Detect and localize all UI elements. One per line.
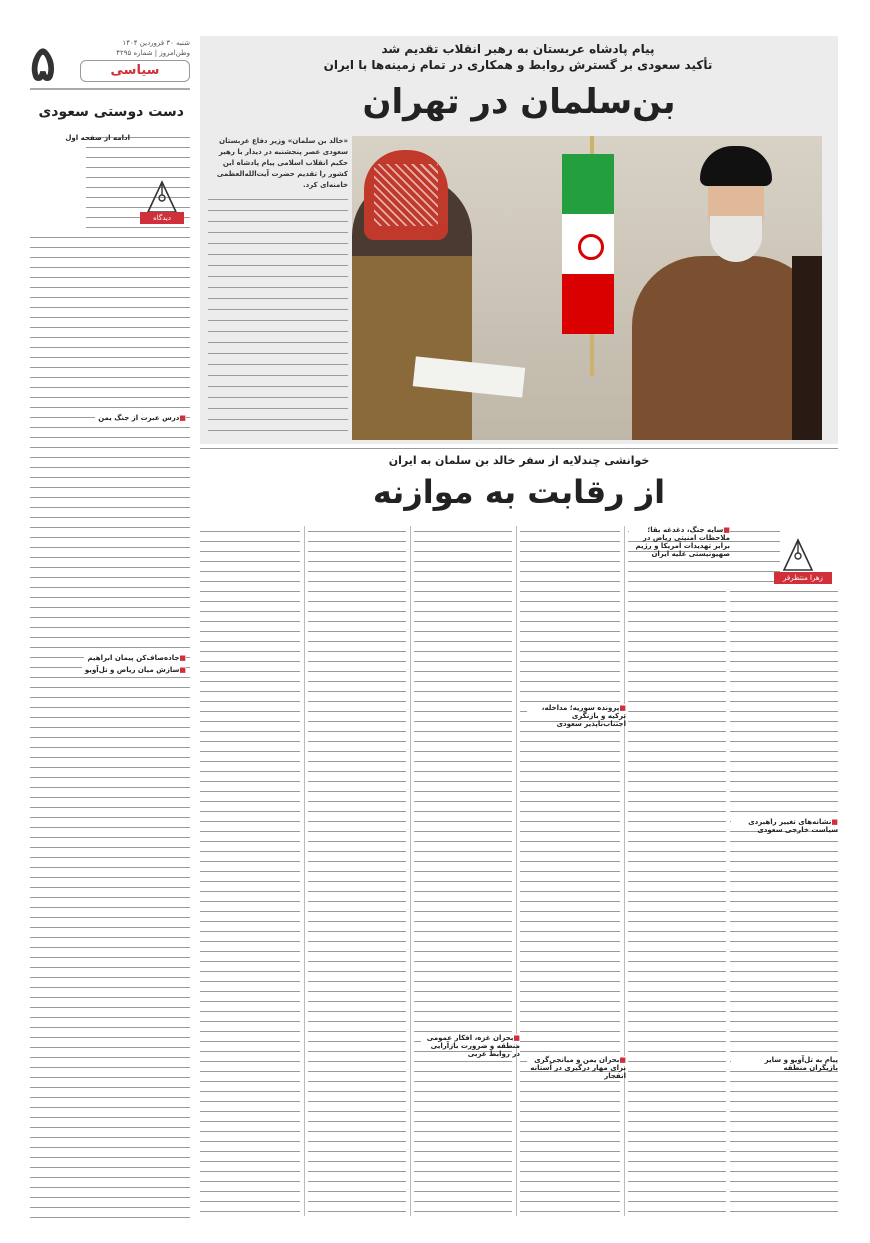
article-column-2 <box>628 526 726 1216</box>
host-figure <box>612 146 822 440</box>
second-headline: از رقابت به موازنه <box>372 473 666 511</box>
column-separator <box>516 526 517 1216</box>
subhead-strategic-shift: ■ نشانه‌های تغییر راهبردی سیاست خارجی سعودی <box>731 818 838 828</box>
masthead-info <box>116 38 190 58</box>
opinion-tag: دیدگاه <box>140 212 184 224</box>
pen-nib-icon <box>140 168 186 218</box>
issue-number: وطن‌امروز | شماره ۴۲۹۵ <box>116 49 190 57</box>
pen-nib-icon <box>776 526 822 576</box>
column-separator <box>624 526 625 1216</box>
left-subhead-compromise: ■ سازش میان ریاض و تل‌آویو <box>82 666 186 675</box>
article-column-1 <box>730 586 838 1216</box>
lead-kicker-2: تأکید سعودی بر گسترش روابط و همکاری در تمام زمینه‌ها با ایران <box>323 58 713 72</box>
left-subhead-yemen: ■ درس عبرت از جنگ یمن <box>95 414 186 423</box>
lead-story-box <box>200 36 838 444</box>
main-panel <box>200 36 838 1220</box>
article-column-3 <box>520 526 620 1216</box>
left-subhead-abraham: ■ جاده‌صاف‌کن پیمان ابراهیم <box>84 654 186 663</box>
story-divider <box>200 448 838 449</box>
lead-headline: بن‌سلمان در تهران <box>362 82 676 122</box>
left-column-text-body <box>30 232 190 1220</box>
subhead-war-shadow: ■ سایه جنگ، دغدغه بقا؛ ملاحظات امنیتی ریاض در برابر تهدیدات آمریکا و رژیم صهیونیستی علیه ایران <box>629 526 730 536</box>
page-number: ۵ <box>30 36 56 92</box>
iran-flag-icon <box>562 154 614 334</box>
article-column-4 <box>414 526 512 1216</box>
column-separator <box>304 526 305 1216</box>
masthead-rule <box>30 88 190 90</box>
lead-caption <box>208 136 348 436</box>
lead-caption-body <box>208 194 348 436</box>
lead-caption-first: «خالد بن سلمان» وزیر دفاع عربستان سعودی عصر پنجشنبه در دیدار با رهبر حکیم انقلاب اسلامی پیام پادشاه این کشور را تقدیم حضرت آیت‌الله‌العظمی خامنه‌ای کرد. <box>216 137 348 189</box>
subhead-yemen: ■ بحران یمن و میانجی‌گری برای مهار درگیری در آستانه انفجار <box>527 1056 626 1066</box>
author-tag: زهرا منتظرفر <box>774 572 832 584</box>
article-column-6 <box>200 526 300 1216</box>
second-kicker: خوانشی چندلایه از سفر خالد بن سلمان به ایران <box>388 454 650 467</box>
meeting-photo <box>352 136 822 440</box>
left-column-continuation: ادامه از صفحه اول <box>65 134 130 142</box>
left-column-title: دست دوستی سعودی <box>38 104 184 120</box>
subhead-syria: ■ پرونده سوریه؛ مداخله، ترکیه و بازنگری اجتناب‌ناپذیر سعودی <box>527 704 626 714</box>
article-column-5 <box>308 526 406 1216</box>
subhead-gaza: ■ بحران غزه، افکار عمومی منطقه و ضرورت بازآرایی در روابط عربی <box>421 1034 520 1044</box>
second-story-header <box>200 454 838 511</box>
lead-kicker-1: پیام پادشاه عربستان به رهبر انقلاب تقدیم شد <box>381 42 655 56</box>
chair <box>792 256 822 440</box>
column-separator <box>410 526 411 1216</box>
section-label: سیاسی <box>80 60 190 82</box>
subhead-message: پیام به تل‌آویو و سایر بازیگران منطقه <box>731 1056 838 1066</box>
masthead <box>30 36 190 92</box>
left-column <box>30 36 190 1220</box>
guest-figure <box>352 176 472 440</box>
issue-date: شنبه ۳۰ فروردین ۱۴۰۴ <box>122 39 190 47</box>
